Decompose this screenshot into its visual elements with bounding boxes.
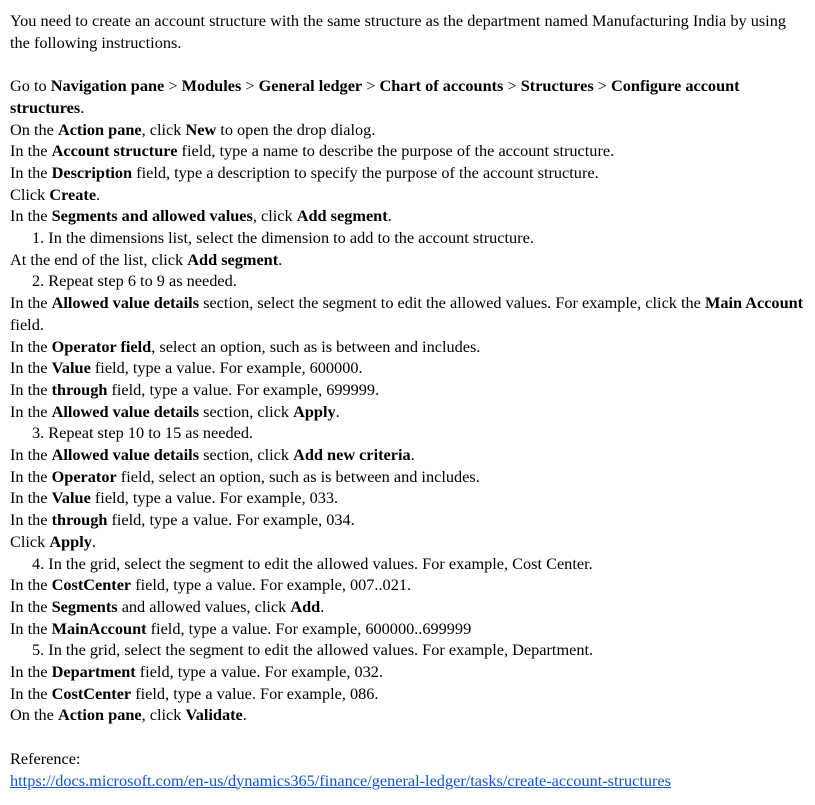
instruction-line	[10, 357, 807, 379]
instruction-line	[10, 618, 807, 640]
text-run: In the	[10, 379, 52, 399]
text-run: In the	[10, 162, 52, 182]
text-run: Click	[10, 184, 50, 204]
bold-term: Add	[290, 596, 321, 616]
text-run: In the	[10, 206, 52, 226]
text-run: Go to	[10, 76, 51, 96]
text-run: , click	[252, 206, 297, 226]
instruction-line	[10, 162, 807, 184]
bold-term: Allowed value details	[51, 293, 200, 313]
text-run: In the	[10, 336, 52, 356]
bold-term: Action pane	[57, 119, 142, 139]
bold-term: Value	[51, 488, 91, 508]
text-run: .	[278, 249, 283, 269]
text-run: , click	[141, 119, 186, 139]
bold-term: through	[51, 510, 108, 530]
text-run: In the	[10, 293, 52, 313]
instruction-line	[10, 249, 807, 271]
text-run: >	[164, 76, 182, 96]
bold-term: Allowed value details	[51, 445, 200, 465]
text-run: 1. In the dimensions list, select the dimension to add to the account structure.	[32, 228, 534, 248]
instruction-line	[10, 75, 807, 118]
bold-term: Action pane	[57, 705, 142, 725]
bold-term: Modules	[181, 76, 242, 96]
bold-term: Configure account structures	[10, 76, 740, 117]
instruction-line	[10, 683, 807, 705]
instruction-line	[10, 466, 807, 488]
text-run: .	[335, 401, 340, 421]
text-run: At the end of the list, click	[10, 249, 188, 269]
instruction-line	[10, 205, 807, 227]
numbered-step	[10, 422, 807, 444]
text-run: >	[503, 76, 521, 96]
instruction-line	[10, 487, 807, 509]
bold-term: Validate	[185, 705, 243, 725]
reference-link[interactable]: https://docs.microsoft.com/en-us/dynamics365/finance/general-ledger/tasks/create-account-structures	[10, 770, 671, 790]
text-run: In the	[10, 401, 52, 421]
text-run: In the	[10, 488, 52, 508]
text-run: section, select the segment to edit the allowed values. For example, click the	[199, 293, 705, 313]
text-run: and allowed values, click	[117, 596, 291, 616]
text-run: In the	[10, 141, 52, 161]
text-run: field, type a value. For example, 007..021.	[131, 575, 412, 595]
text-run: , select an option, such as is between and includes.	[151, 336, 481, 356]
bold-term: Navigation pane	[50, 76, 165, 96]
bold-term: Allowed value details	[51, 401, 200, 421]
text-run: field.	[10, 314, 44, 334]
text-run: In the	[10, 510, 52, 530]
instruction-line	[10, 704, 807, 726]
bold-term: Add segment	[187, 249, 279, 269]
text-run: section, click	[199, 445, 294, 465]
text-run: field, type a value. For example, 032.	[135, 662, 383, 682]
text-run: Click	[10, 531, 50, 551]
numbered-step	[10, 639, 807, 661]
bold-term: CostCenter	[51, 575, 132, 595]
instruction-line	[10, 531, 807, 553]
bold-term: Segments and allowed values	[51, 206, 253, 226]
text-run: In the	[10, 575, 52, 595]
text-run: On the	[10, 705, 58, 725]
text-run: .	[320, 596, 325, 616]
bold-term: Create	[49, 184, 97, 204]
text-run: field, type a value. For example, 600000..699999	[146, 618, 472, 638]
text-run: field, type a value. For example, 033.	[90, 488, 339, 508]
text-run: , click	[141, 705, 186, 725]
instruction-line	[10, 379, 807, 401]
text-run: In the	[10, 466, 52, 486]
bold-term: Description	[51, 162, 133, 182]
spacer	[10, 53, 807, 75]
text-run: In the	[10, 445, 52, 465]
numbered-step	[10, 227, 807, 249]
instruction-line	[10, 596, 807, 618]
text-run: In the	[10, 618, 52, 638]
numbered-step	[10, 553, 807, 575]
bold-term: Department	[51, 662, 136, 682]
bold-term: MainAccount	[51, 618, 147, 638]
text-run: section, click	[199, 401, 294, 421]
text-run: field, select an option, such as is between and includes.	[116, 466, 480, 486]
bold-term: Main Account	[704, 293, 804, 313]
bold-term: Value	[51, 358, 91, 378]
instruction-line	[10, 184, 807, 206]
text-run: to open the drop dialog.	[216, 119, 376, 139]
text-run: field, type a description to specify the purpose of the account structure.	[132, 162, 599, 182]
text-run: In the	[10, 662, 52, 682]
text-run: field, type a value. For example, 699999.	[107, 379, 380, 399]
text-run: 4. In the grid, select the segment to edit the allowed values. For example, Cost Center.	[32, 553, 593, 573]
text-run: .	[387, 206, 392, 226]
text-run: >	[593, 76, 612, 96]
text-run: In the	[10, 358, 52, 378]
instruction-line	[10, 661, 807, 683]
bold-term: Apply	[293, 401, 336, 421]
text-run: In the	[10, 596, 52, 616]
instruction-line	[10, 336, 807, 358]
text-run: field, type a value. For example, 600000.	[90, 358, 363, 378]
text-run: .	[96, 184, 101, 204]
text-run: 3. Repeat step 10 to 15 as needed.	[32, 423, 254, 443]
bold-term: Chart of accounts	[379, 76, 504, 96]
bold-term: Add new criteria	[293, 445, 411, 465]
instruction-line	[10, 444, 807, 466]
instruction-line	[10, 140, 807, 162]
text-run: On the	[10, 119, 58, 139]
instruction-line	[10, 401, 807, 423]
spacer	[10, 726, 807, 748]
bold-term: Account structure	[51, 141, 178, 161]
bold-term: Structures	[520, 76, 594, 96]
instruction-line	[10, 574, 807, 596]
bold-term: CostCenter	[51, 683, 132, 703]
bold-term: Add segment	[296, 206, 388, 226]
text-run: .	[80, 97, 85, 117]
text-run: >	[241, 76, 259, 96]
text-run: .	[242, 705, 247, 725]
text-run: >	[362, 76, 380, 96]
text-run: .	[410, 445, 415, 465]
bold-term: through	[51, 379, 108, 399]
text-run: field, type a name to describe the purpose of the account structure.	[177, 141, 615, 161]
text-run: field, type a value. For example, 086.	[131, 683, 379, 703]
text-run: field, type a value. For example, 034.	[107, 510, 355, 530]
instruction-steps	[10, 75, 807, 726]
reference-label: Reference:	[10, 748, 81, 768]
text-run: .	[91, 531, 96, 551]
text-run: 2. Repeat step 6 to 9 as needed.	[32, 271, 237, 291]
bold-term: Apply	[49, 531, 92, 551]
bold-term: New	[185, 119, 217, 139]
numbered-step	[10, 270, 807, 292]
instruction-line	[10, 119, 807, 141]
text-run: 5. In the grid, select the segment to edit the allowed values. For example, Department.	[32, 640, 594, 660]
bold-term: Segments	[51, 596, 118, 616]
intro-paragraph: You need to create an account structure with the same structure as the department named Manufacturing India by using the following instructions.	[10, 11, 786, 52]
text-run: In the	[10, 683, 52, 703]
instruction-line	[10, 509, 807, 531]
instruction-line	[10, 292, 807, 335]
bold-term: Operator field	[51, 336, 152, 356]
bold-term: Operator	[51, 466, 117, 486]
bold-term: General ledger	[258, 76, 363, 96]
